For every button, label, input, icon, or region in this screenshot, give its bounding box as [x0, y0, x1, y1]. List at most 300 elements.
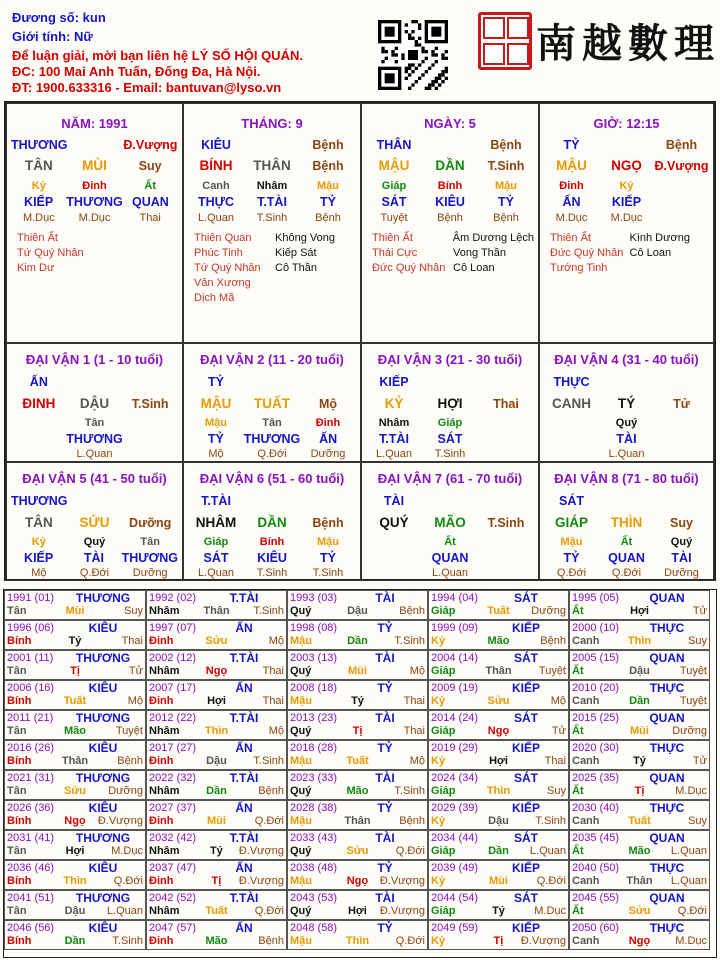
year-branch: Dần	[206, 785, 227, 797]
year-branch: Mùi	[630, 725, 649, 737]
year-pillar	[149, 875, 284, 887]
header	[0, 0, 720, 100]
year-ten-god: THƯƠNG	[75, 831, 131, 845]
hidden-stage: M.Dục	[555, 212, 588, 224]
star-name: Tướng Tinh	[550, 262, 608, 274]
phone-email: ĐT: 1900.633316 - Email: bantuvan@lyso.vn	[12, 80, 282, 95]
year-ten-god: KIÊU	[88, 921, 118, 935]
year-branch: Tị	[352, 725, 363, 737]
dai-van-pillar-row	[188, 515, 356, 530]
hidden-ten-god: KIẾP	[24, 195, 54, 209]
dai-van-branch: THÌN	[610, 515, 643, 530]
year-ten-god: KIÊU	[88, 681, 118, 695]
year-cell	[287, 830, 428, 860]
year-ten-god: T.TÀI	[229, 771, 259, 785]
year-stem: Nhâm	[149, 665, 180, 677]
year-stage: Tử	[128, 665, 143, 677]
dai-van-hidden-god: KIÊU	[257, 551, 287, 565]
year-branch: Sửu	[205, 635, 228, 647]
year-cell	[569, 890, 710, 920]
stem-ten-god: THƯƠNG	[11, 138, 68, 152]
year-label: 2000 (10)	[572, 622, 620, 634]
year-ten-god: THỰC	[649, 801, 685, 815]
year-cell	[569, 920, 710, 950]
year-stage: Đ.Vượng	[238, 875, 284, 887]
year-cell	[4, 920, 146, 950]
year-pillar	[572, 635, 707, 647]
dai-van-hidden-god-row	[366, 551, 534, 565]
pillar-title: NGÀY: 5	[424, 116, 476, 131]
star-line	[194, 261, 356, 276]
dai-van-hidden-stage-row	[11, 567, 178, 579]
year-label: 2048 (58)	[290, 922, 338, 934]
year-ten-god: TỶ	[377, 741, 393, 755]
dai-van-title: ĐẠI VẬN 8 (71 - 80 tuổi)	[554, 471, 699, 486]
year-stage: Q.Đới	[395, 845, 425, 857]
year-ten-god: SÁT	[514, 651, 538, 665]
year-label: 2036 (46)	[7, 862, 55, 874]
year-ten-god: ẤN	[235, 681, 253, 695]
year-cell	[569, 650, 710, 680]
year-label: 2032 (42)	[149, 832, 197, 844]
year-branch: Tị	[493, 935, 504, 947]
year-branch: Tý	[351, 695, 364, 707]
heavenly-stem: MẬU	[556, 158, 587, 173]
dai-van-title: ĐẠI VẬN 6 (51 - 60 tuổi)	[199, 471, 345, 486]
dai-van-title: ĐẠI VẬN 2 (11 - 20 tuổi)	[200, 352, 344, 367]
year-pillar	[290, 665, 425, 677]
dai-van-hidden-stem: Quý	[615, 417, 638, 429]
dai-van-ten-god: ẤN	[29, 375, 48, 389]
year-stem: Nhâm	[149, 785, 180, 797]
year-stem: Bính	[7, 815, 32, 827]
year-stem: Mậu	[290, 755, 312, 767]
dai-van-hidden-stage: Dưỡng	[664, 567, 699, 579]
year-label: 2001 (11)	[7, 652, 54, 664]
year-cell	[146, 650, 287, 680]
year-pillar	[7, 845, 143, 857]
year-stem: Giáp	[431, 725, 456, 737]
year-ten-god: THƯƠNG	[75, 891, 131, 905]
year-label: 2019 (29)	[431, 742, 479, 754]
year-ten-god: ẤN	[235, 861, 253, 875]
dai-van-ten-god: SÁT	[559, 494, 584, 508]
dai-van-hidden-god: TỶ	[563, 551, 580, 565]
star-line	[17, 261, 178, 276]
year-ten-god: KIẾP	[511, 621, 540, 635]
year-cell	[4, 860, 146, 890]
stem-ten-god: TỶ	[563, 138, 580, 152]
year-branch: Tý	[492, 905, 505, 917]
year-pillar	[290, 755, 425, 767]
year-branch: Mão	[628, 845, 651, 857]
year-label: 2038 (48)	[290, 862, 338, 874]
year-label: 2021 (31)	[7, 772, 55, 784]
year-label: 2047 (57)	[149, 922, 197, 934]
year-pillar	[290, 725, 425, 737]
year-pillar	[149, 935, 284, 947]
year-stage: Bệnh	[399, 815, 425, 827]
year-ten-god: TÀI	[375, 651, 395, 665]
star-line	[194, 231, 356, 246]
dai-van-hidden-god-row	[366, 432, 534, 446]
year-cell	[4, 800, 146, 830]
stem-stage: Bệnh	[665, 138, 698, 152]
hidden-stem: Ất	[144, 180, 156, 192]
year-branch: Tuất	[628, 815, 651, 827]
year-stage: Q.Đới	[536, 875, 566, 887]
year-ten-god: QUAN	[649, 711, 685, 725]
year-branch: Sửu	[63, 785, 86, 797]
year-stem: Kỷ	[431, 875, 446, 887]
year-label: 2017 (27)	[149, 742, 197, 754]
dai-van-cell	[183, 462, 361, 581]
dai-van-pillar-row	[544, 396, 709, 411]
star-name	[275, 276, 356, 291]
star-name: Đức Quý Nhân	[550, 247, 624, 259]
year-stem: Đinh	[149, 755, 174, 767]
year-label: 2050 (60)	[572, 922, 620, 934]
year-branch: Tị	[634, 785, 645, 797]
year-branch: Dậu	[64, 905, 86, 917]
dai-van-hidden-god-row	[544, 551, 709, 565]
year-cell	[146, 740, 287, 770]
year-ten-god: SÁT	[514, 591, 538, 605]
dai-van-hidden-stem: Nhâm	[378, 417, 410, 429]
dai-van-hidden-god-row	[188, 432, 356, 446]
year-ten-god: KIẾP	[511, 801, 540, 815]
dai-van-hidden-god: THƯƠNG	[243, 432, 301, 446]
year-label: 2028 (38)	[290, 802, 338, 814]
stem-stage: Bệnh	[312, 138, 344, 152]
year-label: 2040 (50)	[572, 862, 620, 874]
year-label: 2005 (15)	[572, 652, 620, 664]
dai-van-hidden-stem: Giáp	[203, 536, 229, 548]
year-stage: Tuyệt	[115, 725, 143, 737]
year-cell	[428, 710, 569, 740]
year-pillar	[572, 725, 707, 737]
year-ten-god: SÁT	[514, 771, 538, 785]
year-stem: Giáp	[431, 605, 456, 617]
dai-van-pillar-row	[544, 515, 709, 530]
year-label: 2044 (54)	[431, 892, 479, 904]
year-branch: Ngọ	[205, 665, 228, 677]
year-branch: Dậu	[488, 815, 509, 827]
chart-grid	[4, 101, 716, 581]
year-pillar	[290, 875, 425, 887]
year-cell	[428, 650, 569, 680]
dai-van-hidden-stage: L.Quan	[76, 448, 113, 460]
life-stage: T.Sinh	[487, 158, 525, 173]
dai-van-stage: Thai	[493, 396, 519, 411]
year-stem: Bính	[7, 875, 32, 887]
year-cell	[428, 830, 569, 860]
year-label: 2042 (52)	[149, 892, 197, 904]
year-cell	[569, 740, 710, 770]
dai-van-hidden-stage: L.Quan	[197, 567, 235, 579]
dai-van-hidden-stem-row	[544, 417, 709, 429]
ten-god-row	[11, 138, 178, 152]
year-stem: Mậu	[290, 695, 312, 707]
year-stage: Q.Đới	[395, 935, 425, 947]
dai-van-hidden-god: TỶ	[207, 432, 224, 446]
year-pillar	[7, 935, 143, 947]
year-label: 2049 (59)	[431, 922, 479, 934]
dai-van-stem: MẬU	[200, 396, 232, 411]
dai-van-hidden-stem-row	[11, 417, 178, 429]
dai-van-title: ĐẠI VẬN 1 (1 - 10 tuổi)	[25, 352, 164, 367]
star-line	[194, 291, 356, 306]
dai-van-hidden-stage: Q.Đới	[556, 567, 587, 579]
year-pillar	[290, 815, 425, 827]
year-label: 2023 (33)	[290, 772, 338, 784]
year-stem: Tân	[7, 605, 27, 617]
qr-code[interactable]	[378, 20, 448, 90]
year-stage: Bệnh	[540, 635, 566, 647]
year-stage: T.Sinh	[394, 785, 425, 797]
year-ten-god: TỶ	[377, 861, 393, 875]
year-stage: Mộ	[409, 755, 425, 767]
year-stem: Đinh	[149, 935, 174, 947]
star-line	[17, 231, 178, 246]
year-pillar	[572, 695, 707, 707]
hidden-ten-god: SÁT	[381, 195, 407, 209]
year-pillar	[290, 695, 425, 707]
year-cell	[4, 770, 146, 800]
hidden-ten-god: ẤN	[562, 195, 581, 209]
hidden-stem: Mậu	[495, 180, 517, 192]
year-stage: Thai	[262, 665, 284, 677]
hidden-stem: Kỷ	[31, 180, 46, 192]
hidden-ten-god-row	[188, 195, 356, 209]
year-label: 2014 (24)	[431, 712, 479, 724]
year-label: 2035 (45)	[572, 832, 620, 844]
dai-van-stem: KỶ	[384, 396, 404, 411]
dai-van-hidden-stage: Dưỡng	[310, 448, 346, 460]
star-name: Văn Xương	[194, 277, 251, 289]
star-name	[98, 261, 179, 276]
year-cell	[428, 860, 569, 890]
year-branch: Tị	[70, 665, 80, 677]
year-ten-god: TÀI	[375, 591, 395, 605]
year-stem: Kỷ	[431, 815, 446, 827]
stem-stage: Bệnh	[490, 138, 522, 152]
star-name: Kim Dư	[17, 262, 55, 274]
year-ten-god: T.TÀI	[229, 711, 259, 725]
year-branch: Thân	[344, 815, 371, 827]
year-ten-god: THƯƠNG	[75, 711, 131, 725]
year-ten-god: T.TÀI	[229, 891, 259, 905]
year-branch: Mão	[205, 935, 228, 947]
star-name	[275, 291, 356, 306]
year-branch: Mão	[63, 725, 86, 737]
year-stem: Tân	[7, 845, 27, 857]
year-ten-god: THƯƠNG	[75, 651, 131, 665]
year-stem: Đinh	[149, 695, 174, 707]
dai-van-hidden-stage: Mộ	[208, 448, 224, 460]
year-label: 2002 (12)	[149, 652, 197, 664]
dai-van-hidden-stage: T.Sinh	[312, 567, 344, 579]
dai-van-hidden-god: T.TÀI	[379, 432, 409, 446]
year-stem: Đinh	[149, 635, 174, 647]
year-cell	[4, 890, 146, 920]
star-name: Dịch Mã	[194, 292, 235, 304]
dai-van-hidden-stage-row	[544, 448, 709, 460]
year-stage: M.Dục	[534, 905, 566, 917]
year-ten-god: QUAN	[649, 651, 685, 665]
year-label: 1999 (09)	[431, 622, 479, 634]
dai-van-hidden-stem-row	[366, 536, 534, 548]
year-stage: Thai	[544, 755, 566, 767]
year-pillar	[7, 725, 143, 737]
year-label: 2009 (19)	[431, 682, 479, 694]
star-name: Tứ Quý Nhân	[194, 262, 261, 274]
year-pillar	[572, 905, 707, 917]
year-ten-god: ẤN	[235, 621, 253, 635]
year-cell	[428, 590, 569, 620]
year-stage: T.Sinh	[253, 605, 284, 617]
pillar-cell	[183, 103, 361, 343]
dai-van-pillar-row	[11, 396, 178, 411]
year-stage: Đ.Vượng	[379, 905, 425, 917]
year-cell	[287, 740, 428, 770]
year-branch: Ngọ	[628, 935, 651, 947]
year-label: 2024 (34)	[431, 772, 479, 784]
year-ten-god: ẤN	[235, 921, 253, 935]
pillar-title: GIỜ: 12:15	[593, 116, 660, 131]
year-label: 2020 (30)	[572, 742, 620, 754]
dai-van-cell	[183, 343, 361, 462]
year-pillar	[7, 905, 143, 917]
hidden-stem: Mậu	[317, 180, 339, 192]
year-ten-god: KIÊU	[88, 861, 118, 875]
hidden-ten-god: THỰC	[197, 195, 235, 209]
year-ten-god: THỰC	[649, 621, 685, 635]
dai-van-hidden-stage-row	[188, 448, 356, 460]
address: ĐC: 100 Mai Anh Tuấn, Đống Đa, Hà Nội.	[12, 64, 261, 79]
pillar-title: THÁNG: 9	[241, 116, 303, 131]
year-cell	[428, 770, 569, 800]
year-pillar	[572, 755, 707, 767]
year-ten-god: THƯƠNG	[75, 771, 131, 785]
year-pillar	[149, 905, 284, 917]
year-stem: Nhâm	[149, 605, 180, 617]
dai-van-hidden-stem: Quý	[83, 536, 106, 548]
year-cell	[4, 620, 146, 650]
dai-van-hidden-stage: Q.Đới	[611, 567, 642, 579]
hidden-ten-god: TỶ	[498, 195, 514, 209]
year-label: 1991 (01)	[7, 592, 55, 604]
year-branch: Thân	[203, 605, 230, 617]
year-branch: Mùi	[207, 815, 226, 827]
year-pillar	[431, 605, 566, 617]
hidden-ten-god: KIẾP	[611, 195, 642, 209]
year-label: 2007 (17)	[149, 682, 197, 694]
year-stage: Suy	[547, 785, 566, 797]
dai-van-branch: TUẤT	[254, 396, 290, 411]
year-label: 1995 (05)	[572, 592, 620, 604]
year-cell	[146, 620, 287, 650]
dai-van-stem: NHÂM	[195, 515, 237, 530]
year-ten-god: T.TÀI	[229, 831, 259, 845]
year-label: 1998 (08)	[290, 622, 338, 634]
dai-van-hidden-god: TÀI	[616, 432, 637, 446]
year-cell	[4, 650, 146, 680]
year-cell	[569, 860, 710, 890]
hidden-stem-row	[544, 180, 709, 192]
dai-van-hidden-stem: Ất	[444, 536, 456, 548]
year-label: 2010 (20)	[572, 682, 620, 694]
year-ten-god: THƯƠNG	[75, 591, 131, 605]
year-branch: Mão	[487, 635, 510, 647]
hidden-stage-row	[11, 212, 178, 224]
dai-van-hidden-stem: Mậu	[317, 536, 339, 548]
year-stage: Q.Đới	[677, 905, 707, 917]
year-pillar	[7, 605, 143, 617]
year-stage: Thai	[121, 635, 143, 647]
year-branch: Tuất	[346, 755, 369, 767]
star-name: Thiên Quan	[194, 232, 252, 244]
dai-van-hidden-god: THƯƠNG	[121, 551, 179, 565]
stem-branch-row	[188, 158, 356, 173]
stem-ten-god: THÂN	[376, 138, 412, 152]
year-stage: Q.Đới	[254, 815, 284, 827]
year-branch: Tý	[633, 755, 646, 767]
year-ten-god: KIÊU	[88, 801, 118, 815]
year-ten-god: TỶ	[377, 921, 393, 935]
year-stem: Quý	[290, 665, 312, 677]
year-pillar	[572, 935, 707, 947]
dai-van-branch: SỬU	[79, 515, 110, 530]
year-pillar	[149, 695, 284, 707]
year-ten-god: TỶ	[377, 681, 393, 695]
dai-van-hidden-stem: Ất	[620, 536, 633, 548]
dai-van-stage: Dưỡng	[129, 515, 172, 530]
year-stem: Canh	[572, 695, 600, 707]
year-cell	[287, 620, 428, 650]
year-stage: T.Sinh	[394, 635, 425, 647]
year-stem: Canh	[572, 635, 600, 647]
year-pillar	[431, 875, 566, 887]
hidden-stem: Bính	[437, 180, 463, 192]
special-stars	[17, 231, 178, 276]
year-branch: Dậu	[629, 665, 650, 677]
dai-van-hidden-stem: Giáp	[437, 417, 463, 429]
ten-god-row	[188, 138, 356, 152]
dai-van-cell	[6, 343, 183, 462]
dai-van-god-row	[366, 375, 534, 389]
year-cell	[4, 740, 146, 770]
year-label: 2030 (40)	[572, 802, 620, 814]
hidden-stage-row	[544, 212, 709, 224]
year-branch: Thìn	[486, 785, 511, 797]
dai-van-god-row	[366, 494, 534, 508]
year-label: 2043 (53)	[290, 892, 338, 904]
dai-van-hidden-god-row	[11, 432, 178, 446]
year-branch: Tuất	[63, 695, 87, 707]
hidden-stem-row	[188, 180, 356, 192]
dai-van-hidden-stem: Tân	[84, 417, 105, 429]
year-stem: Bính	[7, 695, 32, 707]
year-stem: Giáp	[431, 785, 456, 797]
dai-van-hidden-god: QUAN	[431, 551, 469, 565]
hidden-stem: Đinh	[82, 180, 107, 192]
year-label: 2008 (18)	[290, 682, 338, 694]
dai-van-hidden-stem: Mậu	[205, 417, 227, 429]
year-label: 1994 (04)	[431, 592, 479, 604]
life-stage: Suy	[138, 158, 162, 173]
year-branch: Dần	[488, 845, 509, 857]
